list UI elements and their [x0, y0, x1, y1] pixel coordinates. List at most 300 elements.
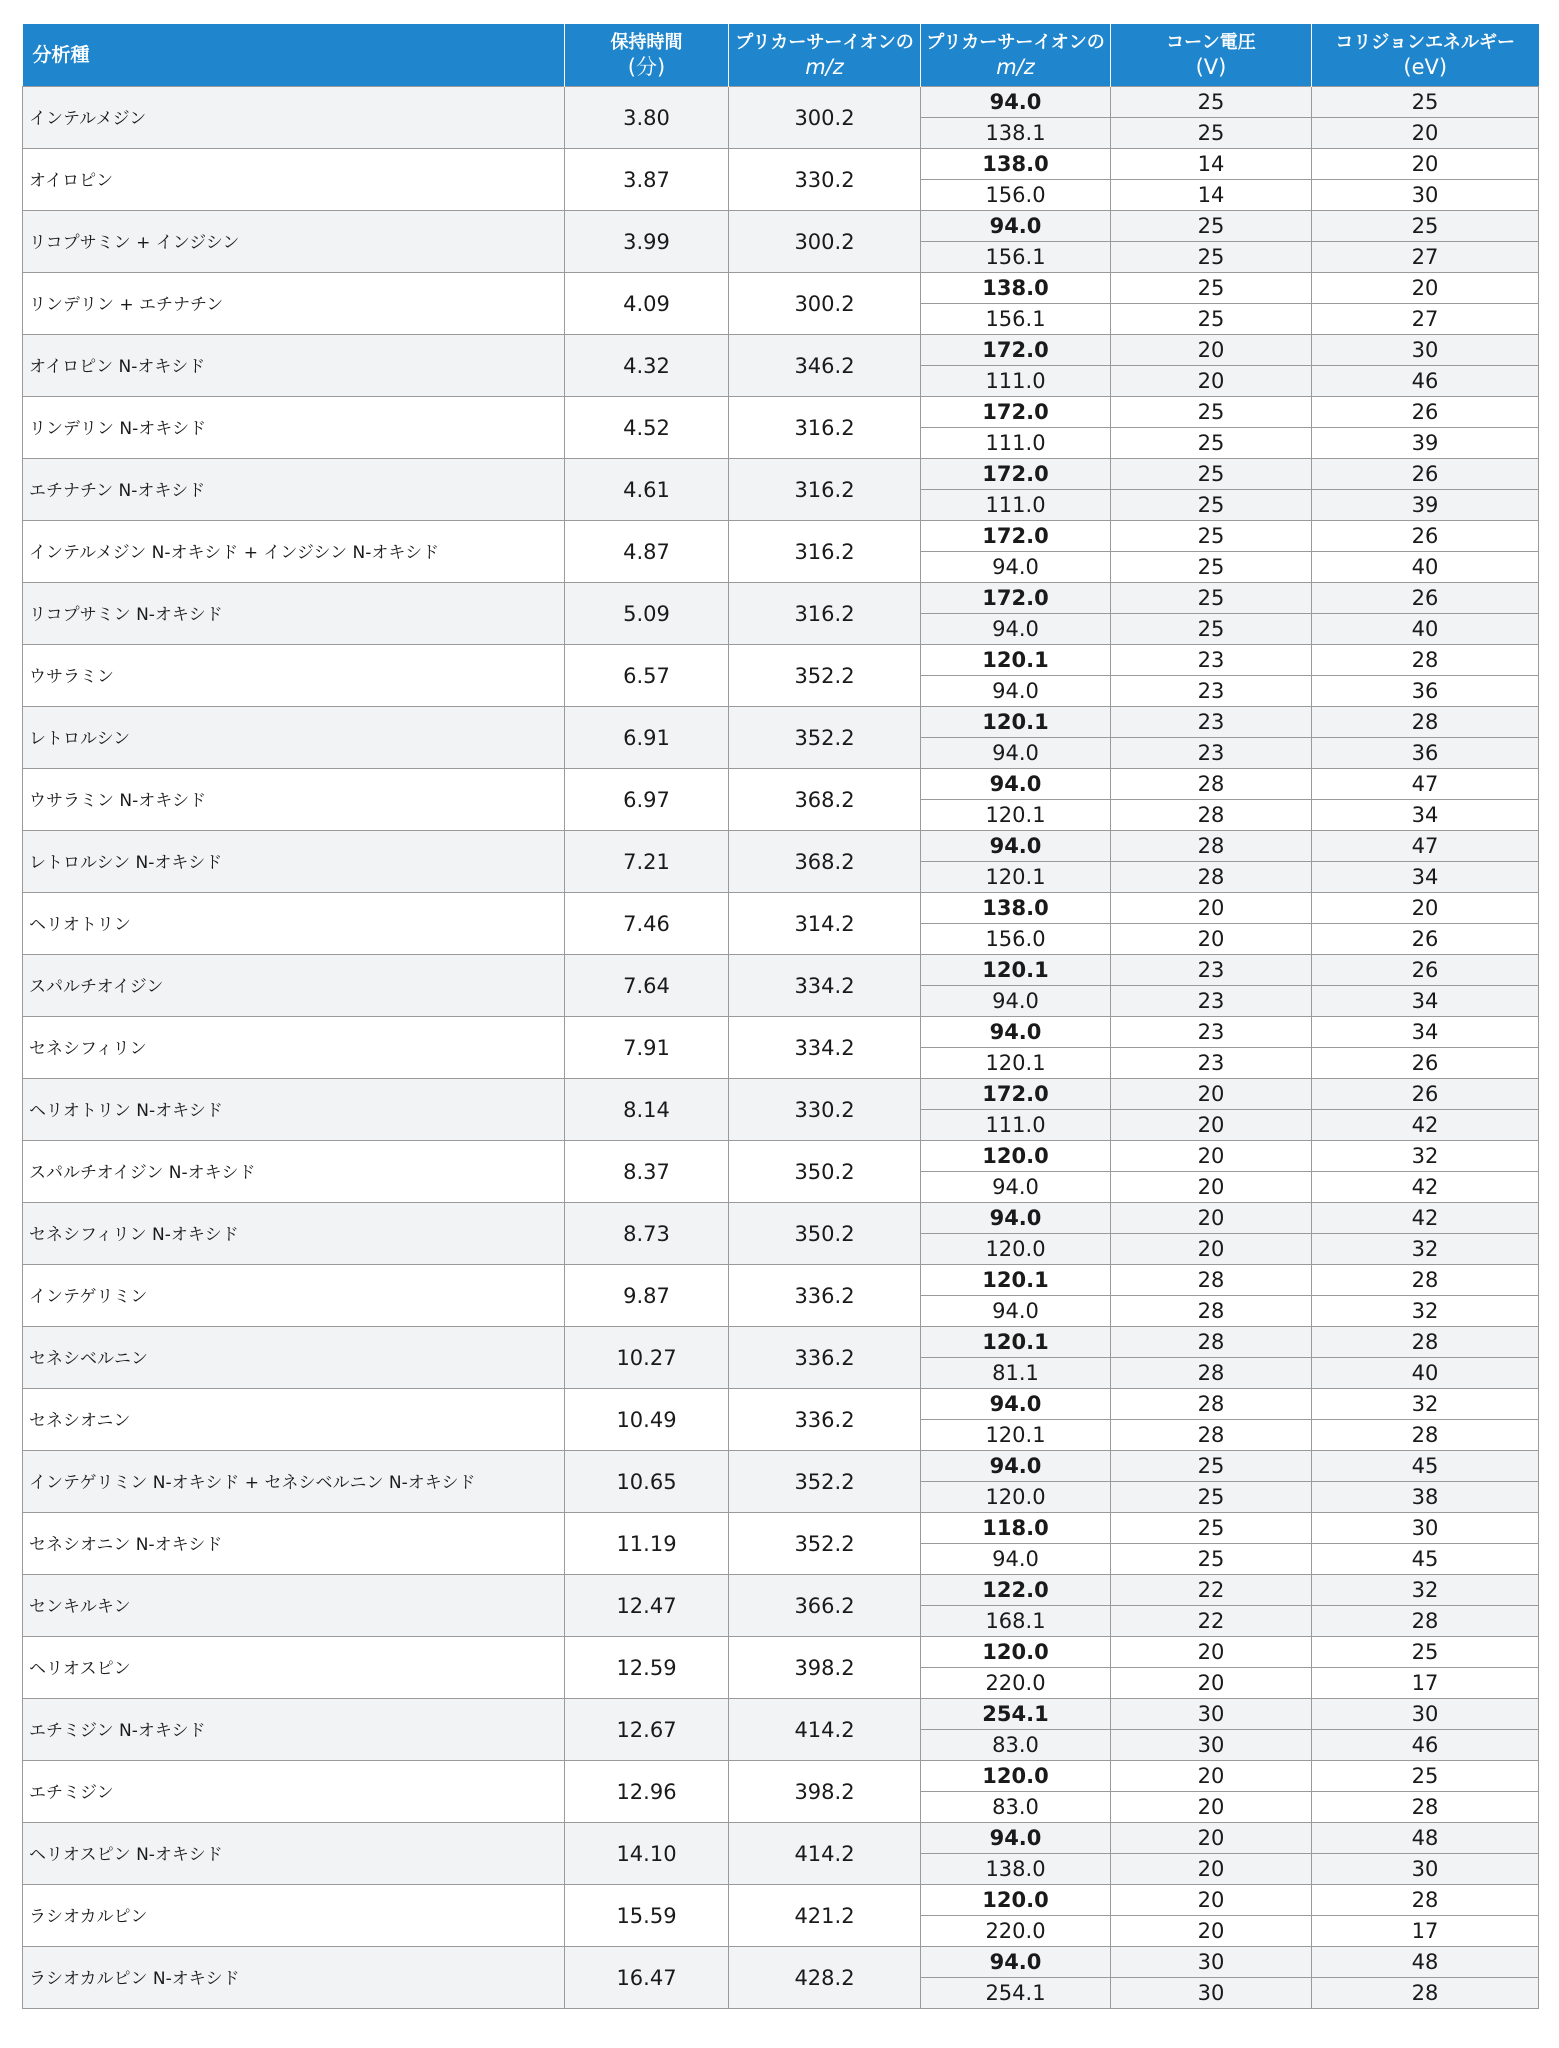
cone-voltage: 25	[1111, 552, 1312, 583]
cone-voltage: 28	[1111, 1265, 1312, 1296]
table-row	[23, 211, 1539, 242]
product-mz: 172.0	[921, 1079, 1111, 1110]
cone-voltage: 25	[1111, 614, 1312, 645]
precursor-mz: 336.2	[729, 1327, 921, 1389]
analyte-name: リンデリン N-オキシド	[23, 397, 565, 459]
product-mz: 120.1	[921, 800, 1111, 831]
collision-energy: 30	[1312, 180, 1539, 211]
table-row	[23, 1513, 1539, 1544]
collision-energy: 47	[1312, 831, 1539, 862]
cone-voltage: 25	[1111, 1544, 1312, 1575]
cone-voltage: 28	[1111, 1389, 1312, 1420]
product-mz: 94.0	[921, 1172, 1111, 1203]
product-mz: 111.0	[921, 428, 1111, 459]
collision-energy: 42	[1312, 1172, 1539, 1203]
analyte-name: ラシオカルピン N-オキシド	[23, 1947, 565, 2009]
product-mz: 94.0	[921, 1203, 1111, 1234]
collision-energy: 32	[1312, 1575, 1539, 1606]
table-row	[23, 1823, 1539, 1854]
product-mz: 94.0	[921, 614, 1111, 645]
table-row	[23, 1141, 1539, 1172]
analyte-name: ウサラミン	[23, 645, 565, 707]
product-mz: 156.0	[921, 180, 1111, 211]
table-row	[23, 521, 1539, 552]
retention-time: 12.96	[565, 1761, 729, 1823]
product-mz: 94.0	[921, 676, 1111, 707]
cone-voltage: 25	[1111, 459, 1312, 490]
table-row	[23, 893, 1539, 924]
product-mz: 120.0	[921, 1234, 1111, 1265]
cone-voltage: 25	[1111, 428, 1312, 459]
collision-energy: 39	[1312, 490, 1539, 521]
precursor-mz: 316.2	[729, 459, 921, 521]
table-row	[23, 645, 1539, 676]
analyte-name: ヘリオトリン	[23, 893, 565, 955]
analyte-name: エチミジン N-オキシド	[23, 1699, 565, 1761]
table-row	[23, 1637, 1539, 1668]
collision-energy: 40	[1312, 552, 1539, 583]
retention-time: 4.61	[565, 459, 729, 521]
analyte-name: ウサラミン N-オキシド	[23, 769, 565, 831]
precursor-mz: 336.2	[729, 1265, 921, 1327]
precursor-mz: 366.2	[729, 1575, 921, 1637]
table-row	[23, 583, 1539, 614]
precursor-mz: 352.2	[729, 645, 921, 707]
collision-energy: 28	[1312, 1606, 1539, 1637]
retention-time: 7.64	[565, 955, 729, 1017]
retention-time: 5.09	[565, 583, 729, 645]
analyte-name: インテゲリミン N-オキシド + セネシベルニン N-オキシド	[23, 1451, 565, 1513]
retention-time: 6.57	[565, 645, 729, 707]
product-mz: 94.0	[921, 87, 1111, 118]
precursor-mz: 368.2	[729, 831, 921, 893]
retention-time: 7.21	[565, 831, 729, 893]
header-precursor-mz: プリカーサーイオンの m/z	[729, 24, 921, 87]
cone-voltage: 25	[1111, 521, 1312, 552]
product-mz: 220.0	[921, 1916, 1111, 1947]
cone-voltage: 14	[1111, 149, 1312, 180]
precursor-mz: 300.2	[729, 273, 921, 335]
product-mz: 94.0	[921, 1823, 1111, 1854]
cone-voltage: 28	[1111, 862, 1312, 893]
precursor-mz: 334.2	[729, 955, 921, 1017]
product-mz: 172.0	[921, 521, 1111, 552]
retention-time: 8.37	[565, 1141, 729, 1203]
product-mz: 94.0	[921, 986, 1111, 1017]
product-mz: 172.0	[921, 397, 1111, 428]
retention-time: 11.19	[565, 1513, 729, 1575]
product-mz: 118.0	[921, 1513, 1111, 1544]
analyte-name: スパルチオイジン	[23, 955, 565, 1017]
collision-energy: 28	[1312, 1978, 1539, 2009]
product-mz: 220.0	[921, 1668, 1111, 1699]
product-mz: 94.0	[921, 738, 1111, 769]
product-mz: 120.1	[921, 955, 1111, 986]
precursor-mz: 428.2	[729, 1947, 921, 2009]
cone-voltage: 20	[1111, 1234, 1312, 1265]
product-mz: 120.1	[921, 707, 1111, 738]
product-mz: 120.0	[921, 1761, 1111, 1792]
cone-voltage: 25	[1111, 1513, 1312, 1544]
cone-voltage: 25	[1111, 273, 1312, 304]
analyte-name: レトロルシン N-オキシド	[23, 831, 565, 893]
cone-voltage: 20	[1111, 335, 1312, 366]
retention-time: 12.47	[565, 1575, 729, 1637]
analyte-name: インテルメジン N-オキシド + インジシン N-オキシド	[23, 521, 565, 583]
product-mz: 94.0	[921, 769, 1111, 800]
collision-energy: 25	[1312, 87, 1539, 118]
collision-energy: 28	[1312, 1327, 1539, 1358]
collision-energy: 26	[1312, 459, 1539, 490]
table-row	[23, 1885, 1539, 1916]
precursor-mz: 300.2	[729, 211, 921, 273]
cone-voltage: 23	[1111, 1017, 1312, 1048]
analyte-name: リンデリン + エチナチン	[23, 273, 565, 335]
cone-voltage: 20	[1111, 1668, 1312, 1699]
collision-energy: 32	[1312, 1234, 1539, 1265]
collision-energy: 47	[1312, 769, 1539, 800]
collision-energy: 42	[1312, 1203, 1539, 1234]
header-cone-voltage: コーン電圧 (V)	[1111, 24, 1312, 87]
product-mz: 94.0	[921, 211, 1111, 242]
collision-energy: 26	[1312, 397, 1539, 428]
precursor-mz: 352.2	[729, 707, 921, 769]
retention-time: 12.67	[565, 1699, 729, 1761]
retention-time: 6.91	[565, 707, 729, 769]
product-mz: 94.0	[921, 1389, 1111, 1420]
retention-time: 10.49	[565, 1389, 729, 1451]
cone-voltage: 30	[1111, 1730, 1312, 1761]
cone-voltage: 20	[1111, 1792, 1312, 1823]
header-retention-time: 保持時間 (分)	[565, 24, 729, 87]
table-row	[23, 1451, 1539, 1482]
product-mz: 138.0	[921, 149, 1111, 180]
precursor-mz: 398.2	[729, 1637, 921, 1699]
cone-voltage: 20	[1111, 1637, 1312, 1668]
analyte-name: ヘリオトリン N-オキシド	[23, 1079, 565, 1141]
analyte-name: リコプサミン + インジシン	[23, 211, 565, 273]
retention-time: 8.73	[565, 1203, 729, 1265]
analyte-name: セネシオニン N-オキシド	[23, 1513, 565, 1575]
collision-energy: 36	[1312, 738, 1539, 769]
collision-energy: 32	[1312, 1296, 1539, 1327]
product-mz: 94.0	[921, 1947, 1111, 1978]
collision-energy: 30	[1312, 1699, 1539, 1730]
product-mz: 138.0	[921, 273, 1111, 304]
retention-time: 12.59	[565, 1637, 729, 1699]
collision-energy: 48	[1312, 1947, 1539, 1978]
cone-voltage: 20	[1111, 893, 1312, 924]
collision-energy: 42	[1312, 1110, 1539, 1141]
precursor-mz: 346.2	[729, 335, 921, 397]
product-mz: 111.0	[921, 490, 1111, 521]
product-mz: 138.1	[921, 118, 1111, 149]
cone-voltage: 25	[1111, 211, 1312, 242]
analyte-name: オイロピン N-オキシド	[23, 335, 565, 397]
cone-voltage: 23	[1111, 707, 1312, 738]
cone-voltage: 20	[1111, 1885, 1312, 1916]
collision-energy: 26	[1312, 521, 1539, 552]
collision-energy: 45	[1312, 1544, 1539, 1575]
cone-voltage: 30	[1111, 1947, 1312, 1978]
retention-time: 3.80	[565, 87, 729, 149]
analyte-name: インテゲリミン	[23, 1265, 565, 1327]
cone-voltage: 25	[1111, 397, 1312, 428]
product-mz: 254.1	[921, 1978, 1111, 2009]
collision-energy: 26	[1312, 583, 1539, 614]
product-mz: 120.1	[921, 1048, 1111, 1079]
precursor-mz: 300.2	[729, 87, 921, 149]
precursor-mz: 330.2	[729, 149, 921, 211]
table-row	[23, 831, 1539, 862]
collision-energy: 46	[1312, 366, 1539, 397]
product-mz: 83.0	[921, 1730, 1111, 1761]
collision-energy: 25	[1312, 1761, 1539, 1792]
cone-voltage: 25	[1111, 583, 1312, 614]
precursor-mz: 334.2	[729, 1017, 921, 1079]
cone-voltage: 28	[1111, 1296, 1312, 1327]
product-mz: 94.0	[921, 1017, 1111, 1048]
precursor-mz: 336.2	[729, 1389, 921, 1451]
cone-voltage: 25	[1111, 1482, 1312, 1513]
precursor-mz: 350.2	[729, 1203, 921, 1265]
cone-voltage: 20	[1111, 1172, 1312, 1203]
collision-energy: 34	[1312, 800, 1539, 831]
cone-voltage: 22	[1111, 1606, 1312, 1637]
product-mz: 94.0	[921, 1451, 1111, 1482]
cone-voltage: 23	[1111, 645, 1312, 676]
collision-energy: 46	[1312, 1730, 1539, 1761]
analyte-name: エチナチン N-オキシド	[23, 459, 565, 521]
mrm-parameters-table	[22, 24, 1539, 2009]
header-collision-energy: コリジョンエネルギー (eV)	[1312, 24, 1539, 87]
collision-energy: 26	[1312, 1048, 1539, 1079]
cone-voltage: 23	[1111, 738, 1312, 769]
product-mz: 122.0	[921, 1575, 1111, 1606]
table-body	[23, 87, 1539, 2009]
product-mz: 120.1	[921, 645, 1111, 676]
collision-energy: 20	[1312, 118, 1539, 149]
table-row	[23, 1079, 1539, 1110]
precursor-mz: 316.2	[729, 583, 921, 645]
retention-time: 6.97	[565, 769, 729, 831]
cone-voltage: 20	[1111, 1203, 1312, 1234]
cone-voltage: 28	[1111, 831, 1312, 862]
cone-voltage: 20	[1111, 1823, 1312, 1854]
collision-energy: 48	[1312, 1823, 1539, 1854]
analyte-name: セネシベルニン	[23, 1327, 565, 1389]
cone-voltage: 30	[1111, 1699, 1312, 1730]
precursor-mz: 352.2	[729, 1451, 921, 1513]
cone-voltage: 25	[1111, 118, 1312, 149]
collision-energy: 38	[1312, 1482, 1539, 1513]
product-mz: 81.1	[921, 1358, 1111, 1389]
product-mz: 172.0	[921, 335, 1111, 366]
retention-time: 4.32	[565, 335, 729, 397]
cone-voltage: 25	[1111, 1451, 1312, 1482]
cone-voltage: 28	[1111, 1420, 1312, 1451]
retention-time: 4.09	[565, 273, 729, 335]
collision-energy: 17	[1312, 1668, 1539, 1699]
product-mz: 94.0	[921, 1544, 1111, 1575]
table-row	[23, 149, 1539, 180]
product-mz: 83.0	[921, 1792, 1111, 1823]
collision-energy: 45	[1312, 1451, 1539, 1482]
product-mz: 172.0	[921, 583, 1111, 614]
table-row	[23, 1947, 1539, 1978]
collision-energy: 25	[1312, 211, 1539, 242]
precursor-mz: 414.2	[729, 1823, 921, 1885]
product-mz: 156.0	[921, 924, 1111, 955]
retention-time: 4.52	[565, 397, 729, 459]
product-mz: 111.0	[921, 1110, 1111, 1141]
collision-energy: 30	[1312, 1513, 1539, 1544]
collision-energy: 27	[1312, 242, 1539, 273]
table-row	[23, 87, 1539, 118]
collision-energy: 34	[1312, 862, 1539, 893]
collision-energy: 34	[1312, 1017, 1539, 1048]
cone-voltage: 20	[1111, 366, 1312, 397]
cone-voltage: 28	[1111, 1358, 1312, 1389]
retention-time: 10.65	[565, 1451, 729, 1513]
retention-time: 16.47	[565, 1947, 729, 2009]
collision-energy: 20	[1312, 893, 1539, 924]
product-mz: 156.1	[921, 242, 1111, 273]
retention-time: 10.27	[565, 1327, 729, 1389]
precursor-mz: 330.2	[729, 1079, 921, 1141]
collision-energy: 34	[1312, 986, 1539, 1017]
precursor-mz: 368.2	[729, 769, 921, 831]
table-row	[23, 1575, 1539, 1606]
retention-time: 15.59	[565, 1885, 729, 1947]
cone-voltage: 20	[1111, 924, 1312, 955]
retention-time: 7.91	[565, 1017, 729, 1079]
product-mz: 168.1	[921, 1606, 1111, 1637]
collision-energy: 40	[1312, 614, 1539, 645]
cone-voltage: 20	[1111, 1761, 1312, 1792]
cone-voltage: 20	[1111, 1141, 1312, 1172]
product-mz: 120.0	[921, 1141, 1111, 1172]
precursor-mz: 350.2	[729, 1141, 921, 1203]
collision-energy: 28	[1312, 1885, 1539, 1916]
product-mz: 94.0	[921, 1296, 1111, 1327]
collision-energy: 28	[1312, 645, 1539, 676]
collision-energy: 17	[1312, 1916, 1539, 1947]
collision-energy: 28	[1312, 1420, 1539, 1451]
cone-voltage: 23	[1111, 1048, 1312, 1079]
collision-energy: 25	[1312, 1637, 1539, 1668]
table-row	[23, 1761, 1539, 1792]
collision-energy: 26	[1312, 1079, 1539, 1110]
analyte-name: セネシフィリン	[23, 1017, 565, 1079]
cone-voltage: 14	[1111, 180, 1312, 211]
cone-voltage: 23	[1111, 986, 1312, 1017]
collision-energy: 26	[1312, 955, 1539, 986]
collision-energy: 28	[1312, 707, 1539, 738]
product-mz: 111.0	[921, 366, 1111, 397]
precursor-mz: 398.2	[729, 1761, 921, 1823]
product-mz: 94.0	[921, 831, 1111, 862]
analyte-name: リコプサミン N-オキシド	[23, 583, 565, 645]
table-row	[23, 955, 1539, 986]
collision-energy: 36	[1312, 676, 1539, 707]
retention-time: 8.14	[565, 1079, 729, 1141]
analyte-name: ラシオカルピン	[23, 1885, 565, 1947]
analyte-name: スパルチオイジン N-オキシド	[23, 1141, 565, 1203]
cone-voltage: 28	[1111, 800, 1312, 831]
cone-voltage: 30	[1111, 1978, 1312, 2009]
cone-voltage: 25	[1111, 242, 1312, 273]
table-row	[23, 459, 1539, 490]
analyte-name: エチミジン	[23, 1761, 565, 1823]
collision-energy: 40	[1312, 1358, 1539, 1389]
collision-energy: 32	[1312, 1141, 1539, 1172]
table-row	[23, 1017, 1539, 1048]
table-row	[23, 1265, 1539, 1296]
collision-energy: 27	[1312, 304, 1539, 335]
analyte-name: レトロルシン	[23, 707, 565, 769]
cone-voltage: 20	[1111, 1079, 1312, 1110]
analyte-name: ヘリオスピン	[23, 1637, 565, 1699]
precursor-mz: 316.2	[729, 397, 921, 459]
cone-voltage: 23	[1111, 955, 1312, 986]
product-mz: 156.1	[921, 304, 1111, 335]
cone-voltage: 20	[1111, 1916, 1312, 1947]
table-row	[23, 769, 1539, 800]
precursor-mz: 421.2	[729, 1885, 921, 1947]
product-mz: 138.0	[921, 893, 1111, 924]
collision-energy: 32	[1312, 1389, 1539, 1420]
table-row	[23, 1327, 1539, 1358]
collision-energy: 30	[1312, 1854, 1539, 1885]
header-analyte: 分析種	[23, 24, 565, 87]
retention-time: 14.10	[565, 1823, 729, 1885]
cone-voltage: 23	[1111, 676, 1312, 707]
cone-voltage: 25	[1111, 304, 1312, 335]
retention-time: 7.46	[565, 893, 729, 955]
cone-voltage: 20	[1111, 1854, 1312, 1885]
retention-time: 3.99	[565, 211, 729, 273]
analyte-name: ヘリオスピン N-オキシド	[23, 1823, 565, 1885]
analyte-name: セネシフィリン N-オキシド	[23, 1203, 565, 1265]
cone-voltage: 25	[1111, 490, 1312, 521]
table-row	[23, 1699, 1539, 1730]
header-row	[23, 24, 1539, 87]
cone-voltage: 28	[1111, 1327, 1312, 1358]
product-mz: 120.0	[921, 1637, 1111, 1668]
product-mz: 172.0	[921, 459, 1111, 490]
precursor-mz: 352.2	[729, 1513, 921, 1575]
table-row	[23, 1203, 1539, 1234]
precursor-mz: 414.2	[729, 1699, 921, 1761]
product-mz: 254.1	[921, 1699, 1111, 1730]
table-row	[23, 397, 1539, 428]
product-mz: 120.0	[921, 1885, 1111, 1916]
cone-voltage: 25	[1111, 87, 1312, 118]
table-header	[23, 24, 1539, 87]
cone-voltage: 20	[1111, 1110, 1312, 1141]
table-row	[23, 707, 1539, 738]
product-mz: 94.0	[921, 552, 1111, 583]
product-mz: 120.0	[921, 1482, 1111, 1513]
table-row	[23, 1389, 1539, 1420]
analyte-name: インテルメジン	[23, 87, 565, 149]
collision-energy: 30	[1312, 335, 1539, 366]
collision-energy: 28	[1312, 1792, 1539, 1823]
analyte-name: センキルキン	[23, 1575, 565, 1637]
retention-time: 9.87	[565, 1265, 729, 1327]
product-mz: 120.1	[921, 862, 1111, 893]
